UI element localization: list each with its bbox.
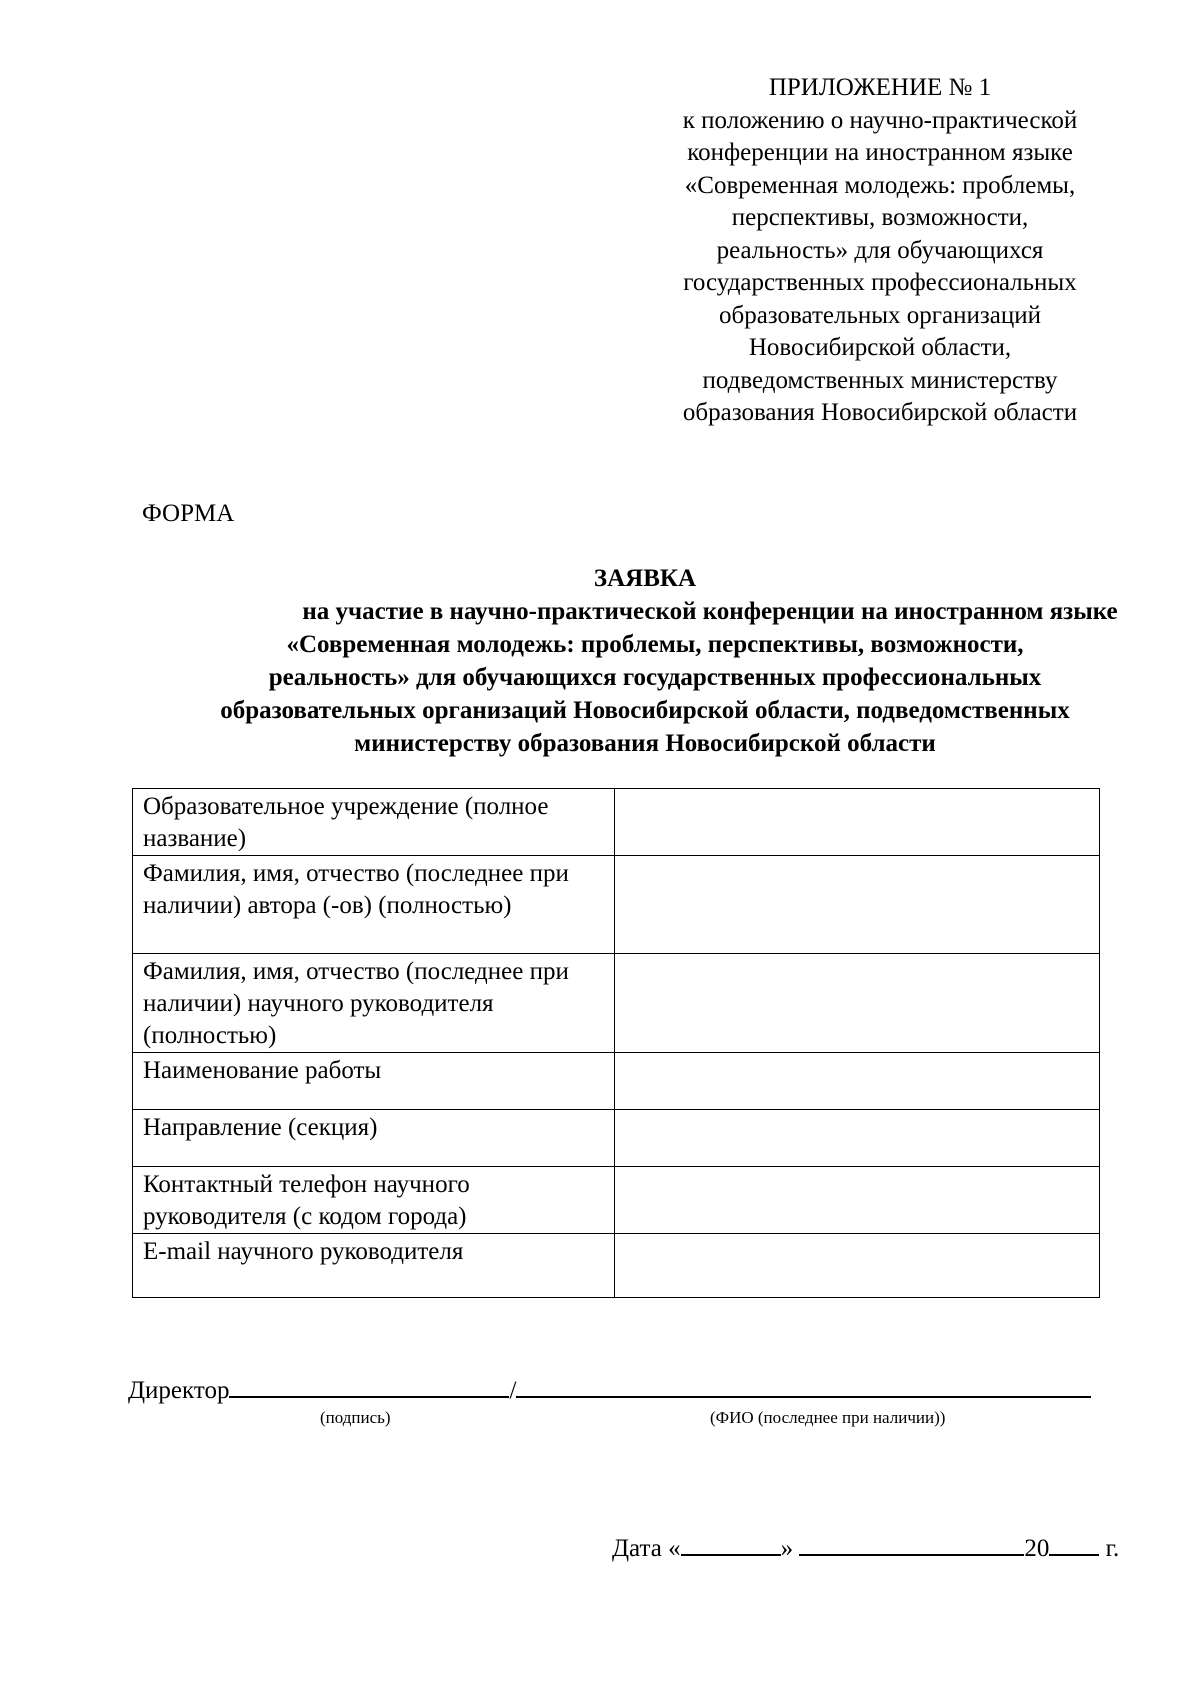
- appendix-title: ПРИЛОЖЕНИЕ № 1: [768, 74, 992, 101]
- signature-row: [128, 1372, 1091, 1405]
- appendix-line: конференции на иностранном языке: [687, 139, 1073, 166]
- appendix-line: образовательных организаций: [718, 301, 1041, 329]
- table-row: [133, 1110, 1100, 1167]
- title-line: на участие в научно-практической конференции на иностранном языке: [302, 598, 1118, 625]
- date-close-quote: »: [780, 1535, 794, 1562]
- title-line: министерству образования Новосибирской области: [354, 730, 936, 757]
- row-value-field[interactable]: [615, 954, 1100, 1053]
- name-caption: (ФИО (последнее при наличии)): [710, 1408, 946, 1427]
- appendix-line: подведомственных министерству: [702, 366, 1058, 394]
- appendix-block: [630, 72, 1130, 430]
- row-label: Образовательное учреждение (полное название): [133, 789, 615, 856]
- row-label: Фамилия, имя, отчество (последнее при наличии) научного руководителя (полностью): [133, 954, 615, 1053]
- appendix-line: перспективы, возможности,: [731, 204, 1029, 231]
- table-row: [133, 1234, 1100, 1298]
- row-value-field[interactable]: [615, 1234, 1100, 1298]
- title-line: образовательных организаций Новосибирской области, подведомственных: [220, 697, 1070, 724]
- application-heading: ЗАЯВКА: [593, 565, 697, 592]
- row-label: Наименование работы: [133, 1053, 615, 1110]
- appendix-line: Новосибирской области,: [748, 334, 1012, 361]
- signature-line[interactable]: [229, 1372, 509, 1398]
- application-title: [140, 562, 1150, 760]
- row-value-field[interactable]: [615, 856, 1100, 954]
- table-row: [133, 789, 1100, 856]
- form-label: ФОРМА: [142, 500, 235, 527]
- director-name-line[interactable]: [516, 1372, 1091, 1398]
- year-field[interactable]: [1049, 1530, 1099, 1556]
- appendix-line: «Современная молодежь: проблемы,: [684, 171, 1076, 199]
- signature-caption: (подпись): [320, 1408, 391, 1427]
- row-label: Направление (секция): [133, 1110, 615, 1167]
- appendix-line: государственных профессиональных: [683, 269, 1077, 296]
- row-value-field[interactable]: [615, 1167, 1100, 1234]
- signature-separator: /: [509, 1377, 517, 1404]
- appendix-line: образования Новосибирской области: [682, 399, 1078, 426]
- table-row: [133, 954, 1100, 1053]
- row-value-field[interactable]: [615, 1053, 1100, 1110]
- title-line: реальность» для обучающихся государственных профессиональных: [268, 664, 1042, 691]
- row-label: E-mail научного руководителя: [133, 1234, 615, 1298]
- date-label: Дата «: [612, 1535, 681, 1562]
- day-field[interactable]: [681, 1530, 781, 1556]
- row-value-field[interactable]: [615, 1110, 1100, 1167]
- year-prefix: 20: [1024, 1535, 1050, 1562]
- table-row: [133, 1167, 1100, 1234]
- appendix-line: к положению о научно-практической: [682, 106, 1078, 134]
- application-table: [132, 788, 1100, 1298]
- year-suffix: г.: [1105, 1535, 1120, 1562]
- director-label: Директор: [128, 1377, 230, 1404]
- month-field[interactable]: [799, 1530, 1024, 1556]
- table-row: [133, 856, 1100, 954]
- row-label: Контактный телефон научного руководителя (с кодом города): [133, 1167, 615, 1234]
- row-value-field[interactable]: [615, 789, 1100, 856]
- title-line: «Современная молодежь: проблемы, перспективы, возможности,: [286, 631, 1024, 658]
- row-label: Фамилия, имя, отчество (последнее при наличии) автора (-ов) (полностью): [133, 856, 615, 954]
- table-row: [133, 1053, 1100, 1110]
- appendix-line: реальность» для обучающихся: [716, 236, 1044, 264]
- date-row: [612, 1530, 1119, 1563]
